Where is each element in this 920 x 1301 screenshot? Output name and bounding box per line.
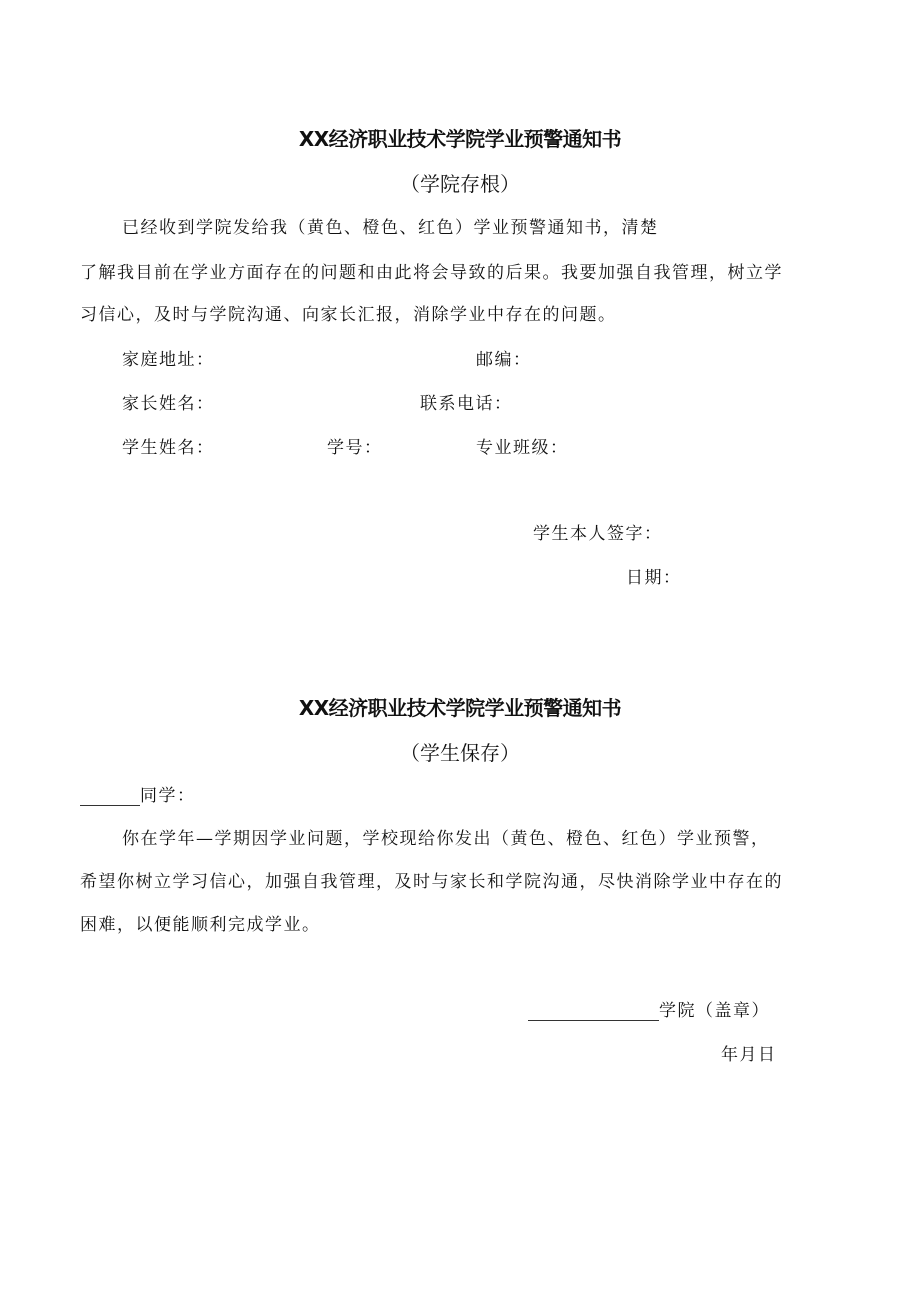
college-stamp-line bbox=[528, 996, 770, 1021]
home-address-label: 家庭地址： bbox=[122, 350, 215, 370]
notice-paragraph-line-3: 困难，以便能顺利完成学业。 bbox=[80, 915, 321, 935]
student-id-label: 学号： bbox=[327, 438, 383, 458]
stub-paragraph-line-1: 已经收到学院发给我（黄色、橙色、红色）学业预警通知书，清楚 bbox=[122, 218, 659, 238]
college-name-blank bbox=[528, 1002, 659, 1021]
signature-label: 学生本人签字： bbox=[533, 524, 663, 544]
stub-paragraph-line-2: 了解我目前在学业方面存在的问题和由此将会导致的后果。我要加强自我管理，树立学 bbox=[80, 263, 783, 283]
stub-paragraph-line-3: 习信心，及时与学院沟通、向家长汇报，消除学业中存在的问题。 bbox=[80, 305, 617, 325]
notice-paragraph-line-2: 希望你树立学习信心，加强自我管理，及时与家长和学院沟通，尽快消除学业中存在的 bbox=[80, 872, 783, 892]
greeting-label: 同学： bbox=[140, 786, 196, 806]
notice-title: XX经济职业技术学院学业预警通知书 bbox=[298, 696, 622, 720]
major-class-label: 专业班级： bbox=[476, 438, 569, 458]
phone-label: 联系电话： bbox=[420, 394, 513, 414]
parent-name-label: 家长姓名： bbox=[122, 394, 215, 414]
greeting-line bbox=[80, 781, 196, 806]
postcode-label: 邮编： bbox=[476, 350, 532, 370]
student-name-blank bbox=[80, 787, 140, 806]
notice-paragraph-line-1: 你在学年—学期因学业问题，学校现给你发出（黄色、橙色、红色）学业预警， bbox=[122, 829, 770, 849]
student-name-label: 学生姓名： bbox=[122, 438, 215, 458]
stub-title: XX经济职业技术学院学业预警通知书 bbox=[298, 127, 622, 151]
college-stamp-label: 学院（盖章） bbox=[659, 1001, 770, 1021]
stub-date-label: 日期： bbox=[626, 568, 682, 588]
notice-subtitle: （学生保存） bbox=[400, 741, 520, 765]
notice-date-label: 年月日 bbox=[721, 1045, 777, 1065]
stub-subtitle: （学院存根） bbox=[400, 172, 520, 196]
